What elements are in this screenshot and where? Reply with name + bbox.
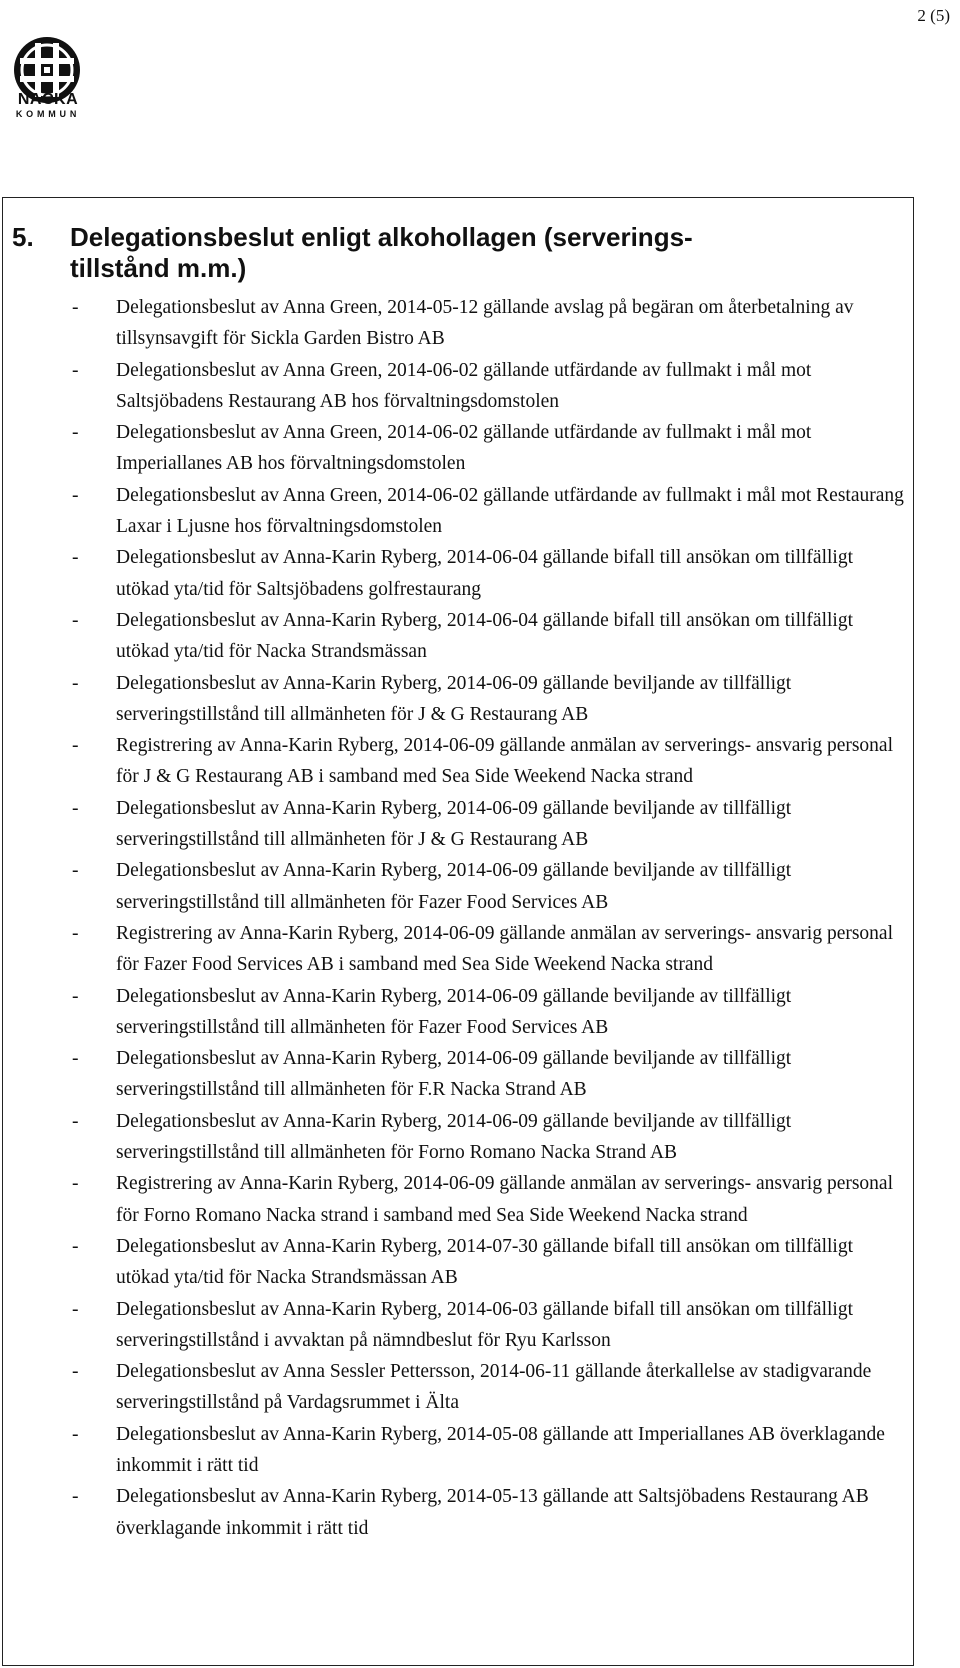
- list-item: - Registrering av Anna-Karin Ryberg, 2014-06-09 gällande anmälan av serverings- ansvarig personal för Fazer Food Services AB i samband med Sea Side Weekend Nacka strand: [72, 922, 894, 976]
- item-text: Delegationsbeslut av Anna-Karin Ryberg, 2014-05-13 gällande att Saltsjöbadens Restaurang AB överklagande inkommit i rätt tid: [116, 1486, 869, 1539]
- list-item: - Delegationsbeslut av Anna-Karin Ryberg, 2014-05-13 gällande att Saltsjöbadens Restaurang AB överklagande inkommit i rätt tid: [72, 1486, 869, 1539]
- list-item: - Delegationsbeslut av Anna-Karin Ryberg, 2014-06-09 gällande beviljande av tillfälligt serveringstillstånd till allmänheten för J & G Restaurang AB: [72, 672, 792, 725]
- list-item: - Delegationsbeslut av Anna-Karin Ryberg, 2014-05-08 gällande att Imperiallanes AB överklagande inkommit i rätt tid: [72, 1423, 885, 1476]
- item-text: Delegationsbeslut av Anna Green, 2014-06-02 gällande utfärdande av fullmakt i mål mot Saltsjöbadens Restaurang AB hos förvaltningsdomstolen: [116, 359, 812, 412]
- logo-name: NACKA: [17, 91, 79, 108]
- decision-list: [70, 292, 910, 1544]
- list-item: - Delegationsbeslut av Anna-Karin Ryberg, 2014-07-30 gällande bifall till ansökan om tillfälligt utökad yta/tid för Nacka Strandsmässan AB: [72, 1235, 853, 1289]
- list-item: - Delegationsbeslut av Anna Green, 2014-06-02 gällande utfärdande av fullmakt i mål mot Restaurang Laxar i Ljusne hos förvaltningsdomstolen: [72, 484, 904, 538]
- list-item: - Delegationsbeslut av Anna-Karin Ryberg, 2014-06-09 gällande beviljande av tillfälligt serveringstillstånd till allmänheten för Fazer Food Services AB: [72, 985, 792, 1038]
- list-item: - Delegationsbeslut av Anna Green, 2014-06-02 gällande utfärdande av fullmakt i mål mot Imperiallanes AB hos förvaltningsdomstolen: [72, 422, 812, 475]
- item-text: Delegationsbeslut av Anna-Karin Ryberg, 2014-07-30 gällande bifall till ansökan om tillfälligt utökad yta/tid för Nacka Strandsmässan AB: [116, 1235, 853, 1289]
- list-item: - Registrering av Anna-Karin Ryberg, 2014-06-09 gällande anmälan av serverings- ansvarig personal för Forno Romano Nacka strand i samband med Sea Side Weekend Nacka strand: [72, 1173, 894, 1226]
- item-text: Delegationsbeslut av Anna-Karin Ryberg, 2014-05-08 gällande att Imperiallanes AB överklagande inkommit i rätt tid: [116, 1423, 885, 1476]
- item-text: Delegationsbeslut av Anna Sessler Pettersson, 2014-06-11 gällande återkallelse av stadigvarande serveringstillstånd på Vardagsrummet i Älta: [116, 1361, 872, 1414]
- item-text: Registrering av Anna-Karin Ryberg, 2014-06-09 gällande anmälan av serverings- ansvarig personal för J & G Restaurang AB i samband med Sea Side Weekend Nacka strand: [116, 735, 894, 788]
- list-item: - Delegationsbeslut av Anna-Karin Ryberg, 2014-06-04 gällande bifall till ansökan om tillfälligt utökad yta/tid för Nacka Strandsmässan: [72, 609, 853, 663]
- item-text: Delegationsbeslut av Anna-Karin Ryberg, 2014-06-09 gällande beviljande av tillfälligt serveringstillstånd till allmänheten för F.R Nacka Strand AB: [116, 1048, 792, 1101]
- list-item: - Delegationsbeslut av Anna-Karin Ryberg, 2014-06-09 gällande beviljande av tillfälligt serveringstillstånd till allmänheten för J & G Restaurang AB: [72, 797, 792, 851]
- list-item: - Delegationsbeslut av Anna-Karin Ryberg, 2014-06-09 gällande beviljande av tillfälligt serveringstillstånd till allmänheten för Fazer Food Services AB: [72, 860, 792, 913]
- list-item: - Delegationsbeslut av Anna Sessler Pettersson, 2014-06-11 gällande återkallelse av stadigvarande serveringstillstånd på Vardagsrummet i Älta: [72, 1361, 872, 1414]
- item-text: Delegationsbeslut av Anna Green, 2014-06-02 gällande utfärdande av fullmakt i mål mot Restaurang Laxar i Ljusne hos förvaltningsdomstolen: [116, 484, 904, 538]
- item-text: Delegationsbeslut av Anna-Karin Ryberg, 2014-06-09 gällande beviljande av tillfälligt serveringstillstånd till allmänheten för J & G Restaurang AB: [116, 797, 792, 851]
- item-text: Delegationsbeslut av Anna Green, 2014-05-12 gällande avslag på begäran om återbetalning av tillsynsavgift för Sickla Garden Bistro AB: [116, 297, 854, 350]
- item-text: Delegationsbeslut av Anna Green, 2014-06-02 gällande utfärdande av fullmakt i mål mot Imperiallanes AB hos förvaltningsdomstolen: [116, 422, 812, 475]
- list-item: - Registrering av Anna-Karin Ryberg, 2014-06-09 gällande anmälan av serverings- ansvarig personal för J & G Restaurang AB i samband med Sea Side Weekend Nacka strand: [72, 735, 894, 788]
- list-item: - Delegationsbeslut av Anna Green, 2014-06-02 gällande utfärdande av fullmakt i mål mot Saltsjöbadens Restaurang AB hos förvaltningsdomstolen: [72, 359, 812, 412]
- item-text: Delegationsbeslut av Anna-Karin Ryberg, 2014-06-09 gällande beviljande av tillfälligt serveringstillstånd till allmänheten för Fazer Food Services AB: [116, 985, 792, 1038]
- page-number: 2 (5): [917, 6, 950, 25]
- item-text: Delegationsbeslut av Anna-Karin Ryberg, 2014-06-09 gällande beviljande av tillfälligt serveringstillstånd till allmänheten för J & G Restaurang AB: [116, 672, 792, 725]
- item-text: Registrering av Anna-Karin Ryberg, 2014-06-09 gällande anmälan av serverings- ansvarig personal för Fazer Food Services AB i samband med Sea Side Weekend Nacka strand: [116, 922, 894, 976]
- item-text: Delegationsbeslut av Anna-Karin Ryberg, 2014-06-03 gällande bifall till ansökan om tillfälligt serveringstillstånd i avvaktan på nämndbeslut för Ryu Karlsson: [116, 1298, 853, 1351]
- logo-subtitle: KOMMUN: [15, 109, 81, 119]
- item-text: Delegationsbeslut av Anna-Karin Ryberg, 2014-06-09 gällande beviljande av tillfälligt serveringstillstånd till allmänheten för Fazer Food Services AB: [116, 860, 792, 913]
- list-item: - Delegationsbeslut av Anna-Karin Ryberg, 2014-06-04 gällande bifall till ansökan om tillfälligt utökad yta/tid för Saltsjöbadens golfrestaurang: [72, 547, 853, 600]
- list-item: - Delegationsbeslut av Anna-Karin Ryberg, 2014-06-03 gällande bifall till ansökan om tillfälligt serveringstillstånd i avvaktan på nämndbeslut för Ryu Karlsson: [72, 1298, 853, 1351]
- item-text: Registrering av Anna-Karin Ryberg, 2014-06-09 gällande anmälan av serverings- ansvarig personal för Forno Romano Nacka strand i samband med Sea Side Weekend Nacka strand: [116, 1173, 894, 1226]
- section-number: 5.: [12, 222, 34, 252]
- item-text: Delegationsbeslut av Anna-Karin Ryberg, 2014-06-04 gällande bifall till ansökan om tillfälligt utökad yta/tid för Saltsjöbadens golfrestaurang: [116, 547, 853, 600]
- list-item: - Delegationsbeslut av Anna Green, 2014-05-12 gällande avslag på begäran om återbetalning av tillsynsavgift för Sickla Garden Bistro AB: [72, 297, 854, 350]
- item-text: Delegationsbeslut av Anna-Karin Ryberg, 2014-06-04 gällande bifall till ansökan om tillfälligt utökad yta/tid för Nacka Strandsmässan: [116, 609, 853, 663]
- item-text: Delegationsbeslut av Anna-Karin Ryberg, 2014-06-09 gällande beviljande av tillfälligt serveringstillstånd till allmänheten för Forno Romano Nacka Strand AB: [116, 1110, 792, 1164]
- list-item: - Delegationsbeslut av Anna-Karin Ryberg, 2014-06-09 gällande beviljande av tillfälligt serveringstillstånd till allmänheten för Forno Romano Nacka Strand AB: [72, 1110, 792, 1164]
- list-item: - Delegationsbeslut av Anna-Karin Ryberg, 2014-06-09 gällande beviljande av tillfälligt serveringstillstånd till allmänheten för F.R Nacka Strand AB: [72, 1048, 792, 1101]
- section-title: Delegationsbeslut enligt alkohollagen (serverings- tillstånd m.m.): [70, 222, 693, 283]
